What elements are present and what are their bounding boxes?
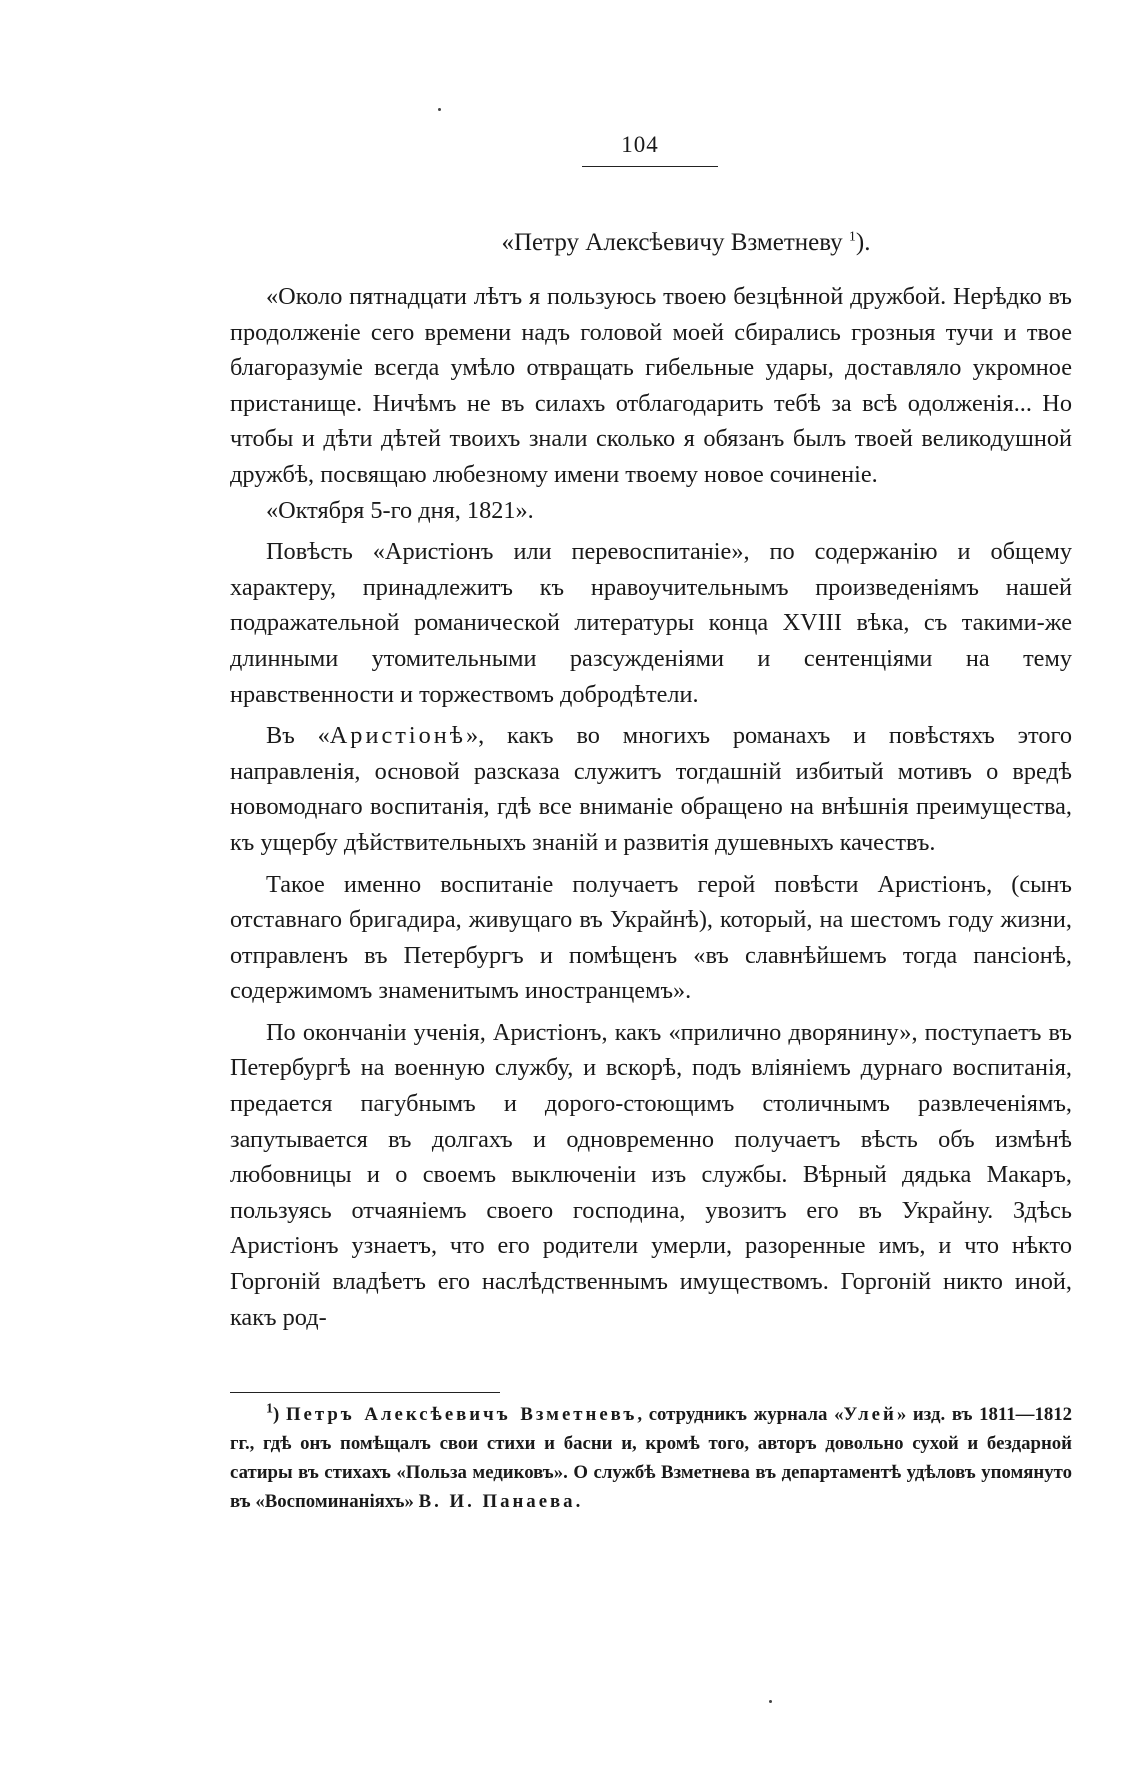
paragraph-dedication-date: «Октября 5-го дня, 1821». — [266, 496, 534, 524]
footnote-journal-name: Улей — [843, 1404, 897, 1425]
paragraph-story-overview: Повѣсть «Аристіонъ или перевоспитаніе», по содержанію и общему характеру, принадлежитъ къ нравоучительнымъ произведеніямъ нашей подражательной романической литературы конца XVIII вѣка, съ такими-же длинными утомительными разсужденіями и сентенціями на тему нравственности и торжествомъ добродѣтели. — [230, 538, 1072, 708]
footnote-1 — [230, 1400, 1072, 1516]
dedication-title — [230, 226, 1072, 259]
page-number: 104 — [621, 132, 659, 157]
footnote-reference: 1 — [848, 229, 856, 245]
text-fragment: Въ « — [266, 722, 330, 750]
page-number-rule — [582, 166, 718, 167]
body-text — [230, 279, 1072, 1335]
footnote-text: » изд. въ 1811—1812 гг., гдѣ онъ помѣщалъ свои стихи и басни и, кромѣ того, авторъ довольно сухой и бездарной сатиры въ стихахъ «Польза медиковъ». О службѣ Взметнева въ департаментѣ удѣловъ упомянуто въ «Воспоминаніяхъ» — [230, 1404, 1073, 1512]
dedication-title-end: ). — [855, 229, 871, 256]
footnote-author-name: В. И. Панаева — [418, 1491, 576, 1512]
paragraph-story-motive — [230, 718, 1072, 860]
paragraph-hero-fate: По окончаніи ученія, Аристіонъ, какъ «прилично дворянину», поступаетъ въ Петербургѣ на военную службу, и вскорѣ, подъ вліяніемъ дурнаго воспитанія, предается пагубнымъ и дорого-стоющимъ столичнымъ развлеченіямъ, запутывается въ долгахъ и одновременно получаетъ вѣсть объ измѣнѣ любовницы и о своемъ выключеніи изъ службы. Вѣрный дядька Макаръ, пользуясь отчаяніемъ своего господина, увозитъ его въ Украйну. Здѣсь Аристіонъ узнаетъ, что его родители умерли, разоренные имъ, и что нѣкто Горгоній владѣетъ его наслѣдственнымъ имуществомъ. Горгоній никто иной, какъ род- — [230, 1018, 1072, 1331]
paragraph-dedication-letter: «Около пятнадцати лѣтъ я пользуюсь твоею безцѣнной дружбой. Нерѣдко въ продолженіе сего времени надъ головой моей сбирались грозныя тучи и твое благоразуміе всегда умѣло отвращать гибельные удары, доставляло укромное пристанище. Ничѣмъ не въ силахъ отблагодарить тебѣ за всѣ одолженія... Но чтобы и дѣти дѣтей твоихъ знали сколько я обязанъ былъ твоей великодушной дружбѣ, посвящаю любезному имени твоему новое сочиненіе. — [230, 283, 1072, 488]
paragraph-hero-upbringing: Такое именно воспитаніе получаетъ герой повѣсти Аристіонъ, (сынъ отставнаго бригадира, живущаго въ Украйнѣ), который, на шестомъ году жизни, отправленъ въ Петербургъ и помѣщенъ «въ славнѣйшемъ тогда пансіонѣ, содержимомъ знаменитымъ иностранцемъ». — [230, 870, 1072, 1005]
text-fragment: », какъ во многихъ романахъ и повѣстяхъ этого направленія, основой разсказа служитъ тогдашній избитый мотивъ о вредѣ новомоднаго воспитанія, гдѣ все вниманіе обращено на внѣшнія преимущества, къ ущербу дѣйствительныхъ знаній и развитія душевныхъ качествъ. — [230, 722, 1073, 856]
footnotes — [230, 1400, 1072, 1516]
footnote-rule — [230, 1392, 500, 1393]
footnote-close-paren: ) — [273, 1404, 286, 1425]
dedication-title-text: «Петру Алексѣевичу Взметневу — [501, 229, 849, 256]
paper-speck — [438, 108, 441, 111]
footnote-text: , сотрудникъ журнала « — [637, 1404, 844, 1425]
footnote-text: . — [575, 1491, 581, 1512]
footnote-person-name: Петръ Алексѣевичъ Взметневъ — [285, 1404, 638, 1425]
main-text — [230, 215, 1072, 1335]
paper-speck — [769, 1700, 772, 1703]
emphasized-title: Аристіонѣ — [329, 722, 466, 750]
footnote-mark: 1 — [266, 1401, 273, 1417]
